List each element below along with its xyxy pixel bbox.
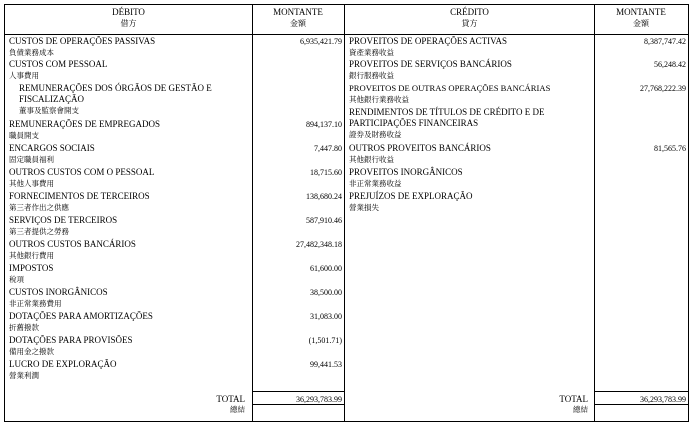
debit-total-label-zh: 總結 [230, 405, 245, 414]
debit-heading-zh: 借方 [120, 19, 137, 28]
debit-row-label-zh: 非正常業務費用 [9, 299, 62, 308]
debit-row-amount: (1,501.71) [308, 336, 342, 345]
debit-amount-heading [252, 7, 344, 29]
debit-row [9, 311, 153, 333]
credit-row-amount: 27,768,222.39 [640, 84, 686, 93]
debit-row-label-cont: FISCALIZAÇÃO [19, 94, 85, 104]
debit-row-label-zh: 其他銀行費用 [9, 251, 54, 260]
credit-row-label: PROVEITOS DE OPERAÇÕES ACTIVAS [349, 36, 507, 46]
credit-row-label-zh: 其他銀行業務收益 [349, 95, 409, 104]
debit-row-amount: 27,482,348.18 [296, 240, 342, 249]
debit-row [9, 59, 107, 81]
debit-row-label: REMUNERAÇÕES DOS ÓRGÃOS DE GESTÃO E [19, 83, 212, 93]
debit-total-label [5, 394, 245, 415]
debit-row-label: ENCARGOS SOCIAIS [9, 143, 95, 153]
debit-row-label: OUTROS CUSTOS BANCÁRIOS [9, 239, 136, 249]
debit-row-amount: 6,935,421.79 [300, 37, 342, 46]
credit-row [349, 167, 463, 189]
debit-row-label: FORNECIMENTOS DE TERCEIROS [9, 191, 150, 201]
credit-row-label: PROVEITOS DE SERVIÇOS BANCÁRIOS [349, 59, 512, 69]
debit-row-label: SERVIÇOS DE TERCEIROS [9, 215, 118, 225]
credit-amount-heading [594, 7, 688, 29]
debit-row-label: REMUNERAÇÕES DE EMPREGADOS [9, 119, 161, 129]
debit-row [9, 287, 108, 309]
debit-total-label-pt: TOTAL [216, 394, 245, 404]
debit-row-label: LUCRO DE EXPLORAÇÃO [9, 359, 117, 369]
debit-row [19, 83, 212, 116]
debit-row-amount: 894,137.10 [306, 120, 342, 129]
debit-row-label-zh: 備用金之撥款 [9, 347, 54, 356]
debit-row [9, 36, 155, 58]
credit-total-rule [594, 391, 688, 392]
debit-total-amount: 36,293,783.99 [296, 395, 342, 404]
debit-row [9, 167, 154, 189]
credit-row-amount: 81,565.76 [654, 144, 686, 153]
debit-heading-pt: DÉBITO [112, 7, 145, 17]
credit-row-label-cont: PARTICIPAÇÕES FINANCEIRAS [349, 118, 479, 128]
debit-row [9, 239, 136, 261]
debit-row-amount: 138,680.24 [306, 192, 342, 201]
debit-row [9, 335, 132, 357]
credit-row [349, 83, 550, 105]
credit-row-label: RENDIMENTOS DE TÍTULOS DE CRÉDITO E DE [349, 107, 545, 117]
debit-amount-heading-zh: 金額 [290, 19, 306, 28]
debit-row-label: CUSTOS INORGÂNICOS [9, 287, 108, 297]
debit-total-rule [252, 391, 344, 392]
debit-row-amount: 587,910.46 [306, 216, 342, 225]
debit-row-label-zh: 負債業務成本 [9, 48, 54, 57]
debit-row [9, 191, 150, 213]
debit-row-label-zh: 人事費用 [9, 71, 39, 80]
credit-row-label-zh: 營業損失 [349, 203, 379, 212]
credit-row-label-zh: 資產業務收益 [349, 48, 394, 57]
credit-total-amount: 36,293,783.99 [640, 395, 686, 404]
debit-row-amount: 18,715.60 [310, 168, 342, 177]
debit-amount-heading-pt: MONTANTE [273, 7, 323, 17]
debit-row-label-zh: 稅項 [9, 275, 24, 284]
credit-row-label: PROVEITOS DE OUTRAS OPERAÇÕES BANCÁRIAS [349, 83, 551, 93]
debit-row [9, 143, 95, 165]
credit-total-underline [594, 404, 688, 405]
debit-row-label-zh: 其他人事費用 [9, 179, 54, 188]
debit-column-divider [252, 5, 253, 421]
credit-row [349, 36, 507, 58]
credit-row-label-zh: 銀行服務收益 [349, 71, 394, 80]
credit-row-label-zh: 其他銀行收益 [349, 155, 394, 164]
debit-row-amount: 99,441.53 [310, 360, 342, 369]
credit-heading-zh: 貸方 [461, 19, 478, 28]
debit-row-label-zh: 第三者作出之供應 [9, 203, 69, 212]
credit-row-label: PREJUÍZOS DE EXPLORAÇÃO [349, 191, 473, 201]
debit-row-label-zh: 董事及監察會開支 [19, 106, 79, 115]
debit-row-label: CUSTOS DE OPERAÇÕES PASSIVAS [9, 36, 156, 46]
credit-row [349, 143, 491, 165]
credit-amount-heading-pt: MONTANTE [616, 7, 666, 17]
credit-table [344, 4, 689, 422]
debit-row-label-zh: 職員開支 [9, 131, 39, 140]
debit-row [9, 263, 53, 285]
debit-row-label: DOTAÇÕES PARA AMORTIZAÇÕES [9, 311, 153, 321]
debit-row-amount: 61,600.00 [310, 264, 342, 273]
debit-row-label-zh: 第三者提供之勞務 [9, 227, 69, 236]
credit-total-label-zh: 總結 [573, 405, 588, 414]
debit-row-label: DOTAÇÕES PARA PROVISÕES [9, 335, 133, 345]
credit-total-label-pt: TOTAL [559, 394, 588, 404]
debit-total-underline [252, 404, 344, 405]
credit-row [349, 59, 512, 81]
credit-row-label-zh: 非正常業務收益 [349, 179, 402, 188]
credit-amount-heading-zh: 金額 [633, 19, 649, 28]
credit-heading [345, 7, 594, 29]
credit-column-divider [594, 5, 595, 421]
debit-row-amount: 7,447.80 [314, 144, 342, 153]
credit-heading-pt: CRÉDITO [450, 7, 489, 17]
debit-table [4, 4, 345, 422]
credit-row [349, 191, 473, 213]
debit-row-label: CUSTOS COM PESSOAL [9, 59, 108, 69]
credit-total-label [345, 394, 588, 415]
credit-row-amount: 56,248.42 [654, 60, 686, 69]
debit-row-label: OUTROS CUSTOS COM O PESSOAL [9, 167, 155, 177]
debit-row-label: IMPOSTOS [9, 263, 54, 273]
credit-row [349, 107, 545, 140]
debit-heading [5, 7, 252, 29]
debit-row-label-zh: 折舊撥款 [9, 323, 39, 332]
debit-row [9, 215, 117, 237]
debit-row [9, 359, 117, 381]
credit-row-label-zh: 證券及財務收益 [349, 130, 402, 139]
debit-row [9, 119, 160, 141]
debit-row-amount: 31,083.00 [310, 312, 342, 321]
credit-row-label: OUTROS PROVEITOS BANCÁRIOS [349, 143, 491, 153]
debit-row-amount: 38,500.00 [310, 288, 342, 297]
debit-row-label-zh: 固定職員福利 [9, 155, 54, 164]
debit-row-label-zh: 營業利潤 [9, 371, 39, 380]
credit-row-amount: 8,387,747.42 [644, 37, 686, 46]
credit-row-label: PROVEITOS INORGÂNICOS [349, 167, 463, 177]
